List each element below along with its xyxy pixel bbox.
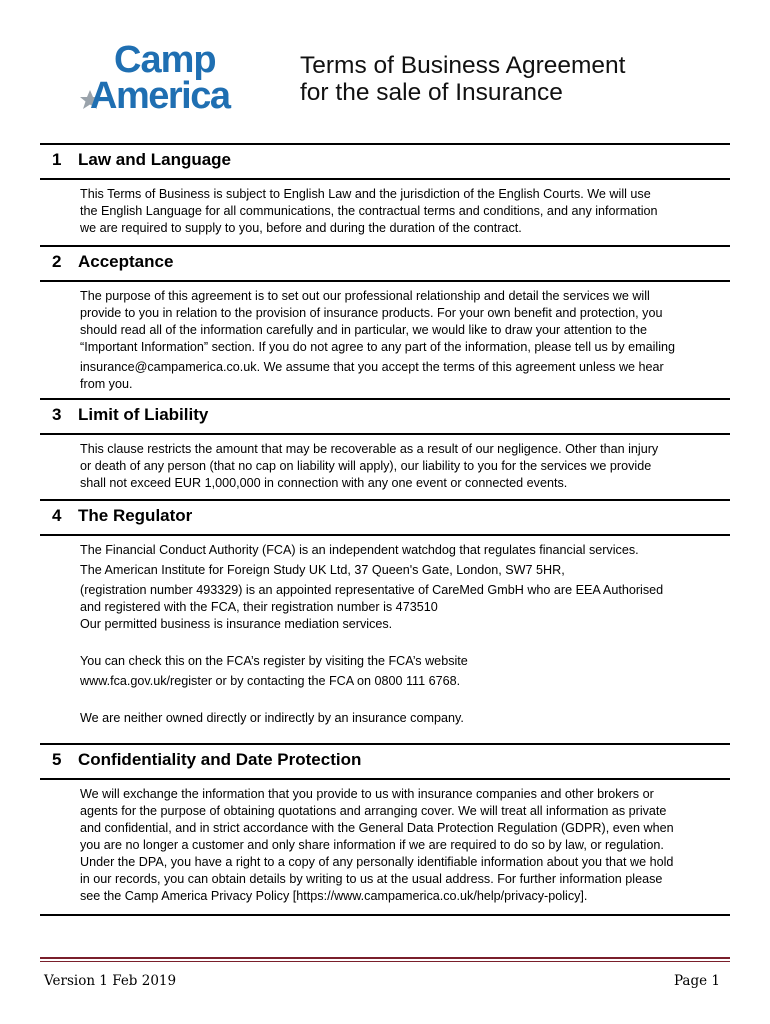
- section-title: Acceptance: [78, 252, 174, 271]
- logo-america: America: [90, 75, 230, 112]
- divider: [40, 534, 730, 536]
- section-5-body: [80, 786, 730, 905]
- body-line: and confidential, and in strict accordance with the General Data Protection Regulation (GDPR), even when: [80, 821, 674, 835]
- camp-america-logo: [76, 38, 256, 112]
- body-line: You can check this on the FCA’s register by visiting the FCA’s website: [80, 654, 468, 668]
- section-number: 3: [52, 405, 62, 424]
- body-line: The American Institute for Foreign Study UK Ltd, 37 Queen's Gate, London, SW7 5HR,: [80, 563, 565, 577]
- section-number: 1: [52, 150, 62, 169]
- section-number: 5: [52, 750, 62, 769]
- body-line: This Terms of Business is subject to English Law and the jurisdiction of the English Courts. We will use: [80, 187, 651, 201]
- body-line: shall not exceed EUR 1,000,000 in connection with any one event or connected events.: [80, 476, 568, 490]
- section-4-heading: [52, 506, 192, 526]
- section-1-body: [80, 186, 730, 237]
- body-line: www.fca.gov.uk/register or by contacting the FCA on 0800 111 6768.: [80, 674, 461, 688]
- divider: [40, 143, 730, 145]
- body-line: should read all of the information carefully and in particular, we would like to draw your attention to the: [80, 323, 648, 337]
- body-line: you are no longer a customer and only share information if we are required to do so by law, or regulation.: [80, 838, 664, 852]
- title-line-2: for the sale of Insurance: [300, 79, 563, 106]
- body-line: we are required to supply to you, before and during the duration of the contract.: [80, 221, 522, 235]
- body-line: or death of any person (that no cap on liability will apply), our liability to you for the services we provide: [80, 459, 652, 473]
- body-line: agents for the purpose of obtaining quotations and arranging cover. We will treat all information as private: [80, 804, 667, 818]
- body-line: This clause restricts the amount that may be recoverable as a result of our negligence. Other than injury: [80, 442, 659, 456]
- body-line: provide to you in relation to the provision of insurance products. For your own benefit and protection, you: [80, 306, 663, 320]
- footer-page-number: Page 1: [673, 973, 720, 989]
- body-line: “Important Information” section. If you do not agree to any part of the information, please tell us by emailing: [80, 340, 676, 354]
- body-line: from you.: [80, 377, 133, 391]
- body-line: the English Language for all communications, the contractual terms and conditions, and any information: [80, 204, 658, 218]
- divider: [40, 914, 730, 916]
- title-line-1: Terms of Business Agreement: [300, 52, 626, 79]
- divider: [40, 499, 730, 501]
- section-5-heading: [52, 750, 361, 770]
- section-title: Law and Language: [78, 150, 232, 169]
- divider: [40, 778, 730, 780]
- footer-rule: [40, 957, 730, 959]
- body-line: We will exchange the information that you provide to us with insurance companies and other brokers or: [80, 787, 654, 801]
- divider: [40, 245, 730, 247]
- divider: [40, 178, 730, 180]
- document-title: [300, 52, 625, 106]
- footer-version: Version 1 Feb 2019: [44, 973, 177, 989]
- body-line: see the Camp America Privacy Policy [https://www.campamerica.co.uk/help/privacy-policy].: [80, 889, 588, 903]
- section-title: Confidentiality and Date Protection: [78, 750, 362, 769]
- body-line: The purpose of this agreement is to set out our professional relationship and detail the services we will: [80, 289, 650, 303]
- body-line: Our permitted business is insurance mediation services.: [80, 617, 393, 631]
- body-line: in our records, you can obtain details by writing to us at the usual address. For further information please: [80, 872, 663, 886]
- section-title: Limit of Liability: [78, 405, 209, 424]
- section-number: 4: [52, 506, 62, 525]
- divider: [40, 280, 730, 282]
- body-line: We are neither owned directly or indirectly by an insurance company.: [80, 711, 464, 725]
- divider: [40, 743, 730, 745]
- section-2-heading: [52, 252, 173, 272]
- body-line: insurance@campamerica.co.uk. We assume that you accept the terms of this agreement unless we hear: [80, 360, 664, 374]
- logo-camp: Camp: [114, 39, 216, 81]
- divider: [40, 398, 730, 400]
- divider: [40, 433, 730, 435]
- section-1-heading: [52, 150, 231, 170]
- section-4-body: [80, 542, 730, 727]
- body-line: The Financial Conduct Authority (FCA) is an independent watchdog that regulates financial services.: [80, 543, 639, 557]
- section-title: The Regulator: [78, 506, 193, 525]
- footer-rule: [40, 961, 730, 962]
- section-3-heading: [52, 405, 208, 425]
- section-2-body: [80, 288, 730, 393]
- body-line: and registered with the FCA, their registration number is 473510: [80, 600, 438, 614]
- section-number: 2: [52, 252, 62, 271]
- body-line: (registration number 493329) is an appointed representative of CareMed GmbH who are EEA Authorised: [80, 583, 664, 597]
- section-3-body: [80, 441, 730, 492]
- body-line: Under the DPA, you have a right to a copy of any personally identifiable information about you that we hold: [80, 855, 674, 869]
